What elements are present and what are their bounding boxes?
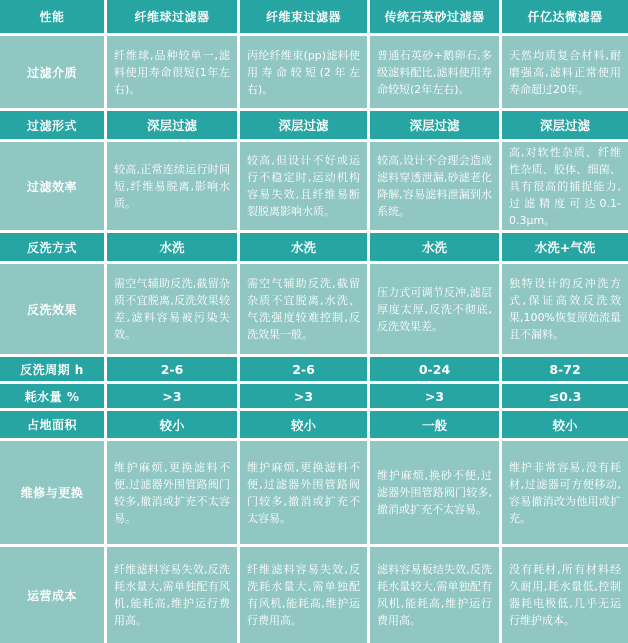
table-cell bbox=[240, 264, 367, 354]
cell-text: 普通石英砂+鹅卵石,多级滤料配比,滤料使用寿命较短(2年左右)。 bbox=[377, 48, 492, 96]
table-cell bbox=[107, 441, 237, 544]
table-cell bbox=[240, 441, 367, 544]
table-cell bbox=[370, 264, 499, 354]
cell-text: 较高,但设计不好或运行不稳定时,运动机构容易失效,且纤维易断裂脱离影响水质。 bbox=[247, 154, 360, 218]
cell-text: 维护非常容易,没有耗材,过滤器可方便移动,容易撤消改为他用或扩充。 bbox=[509, 460, 621, 525]
table-cell: 水洗 bbox=[240, 233, 367, 261]
table-cell: 水洗 bbox=[107, 233, 237, 261]
cell-text: 纤维滤料容易失效,反洗耗水量大,需单独配有风机,能耗高,维护运行费用高。 bbox=[247, 563, 360, 627]
table-cell bbox=[240, 142, 367, 230]
row-label-backwash-cycle-h: 反洗周期 h bbox=[0, 357, 104, 381]
row-label-water-consumption-pct: 耗水量 % bbox=[0, 384, 104, 408]
table-cell bbox=[370, 36, 499, 108]
cell-text: 纤维滤料容易失效,反洗耗水量大,需单独配有风机,能耗高,维护运行费用高。 bbox=[114, 563, 230, 627]
table-cell bbox=[240, 36, 367, 108]
cell-text: 独特设计的反冲洗方式,保证高效反洗效果,100%恢复原始流量且不漏料。 bbox=[509, 277, 621, 341]
row-label-operating-cost: 运营成本 bbox=[0, 547, 104, 643]
table-cell: 水洗+气洗 bbox=[502, 233, 628, 261]
cell-text: 高,对软性杂质、纤维性杂质、胶体、细菌、具有很高的捕捉能力,过滤精度可达0.1-0.3μm。 bbox=[509, 145, 621, 227]
row-label-footprint: 占地面积 bbox=[0, 411, 104, 438]
table-cell: >3 bbox=[107, 384, 237, 408]
table-cell: 8-72 bbox=[502, 357, 628, 381]
table-cell bbox=[107, 264, 237, 354]
table-cell bbox=[502, 264, 628, 354]
table-cell: 较小 bbox=[502, 411, 628, 438]
cell-text: 纤维球,品种较单一,滤料使用寿命很短(1年左右)。 bbox=[114, 48, 230, 96]
cell-text: 维护麻烦,更换滤料不便,过滤器外围管路阀门较多,撤消或扩充不太容易。 bbox=[247, 460, 360, 525]
column-header-performance: 性能 bbox=[0, 0, 104, 33]
table-cell: >3 bbox=[240, 384, 367, 408]
row-label-filter-form: 过滤形式 bbox=[0, 111, 104, 139]
table-cell bbox=[107, 36, 237, 108]
row-label-filter-media: 过滤介质 bbox=[0, 36, 104, 108]
table-cell: >3 bbox=[370, 384, 499, 408]
cell-text: 较高,设计不合理会造成滤料穿透泄漏,砂滤老化降解,容易滤料泄漏到水系统。 bbox=[377, 154, 492, 218]
table-cell: ≤0.3 bbox=[502, 384, 628, 408]
cell-text: 较高,正常连续运行时间短,纤维易脱离,影响水质。 bbox=[114, 162, 230, 210]
cell-text: 滤料容易板结失效,反洗耗水量较大,需单独配有风机,能耗高,维护运行费用高。 bbox=[377, 563, 492, 627]
table-cell bbox=[370, 142, 499, 230]
table-cell: 较小 bbox=[107, 411, 237, 438]
column-header-fiber-ball-filter: 纤维球过滤器 bbox=[107, 0, 237, 33]
table-cell: 较小 bbox=[240, 411, 367, 438]
table-cell: 深层过滤 bbox=[107, 111, 237, 139]
cell-text: 丙纶纤维束(pp)滤料使用寿命较短(2年左右)。 bbox=[247, 48, 360, 96]
table-cell bbox=[502, 142, 628, 230]
cell-text: 维护麻烦,更换滤料不便,过滤器外围管路阀门较多,撤消或扩充不太容易。 bbox=[114, 460, 230, 525]
table-cell: 深层过滤 bbox=[370, 111, 499, 139]
table-cell bbox=[370, 441, 499, 544]
row-label-maintenance-replacement: 维修与更换 bbox=[0, 441, 104, 544]
table-cell: 深层过滤 bbox=[502, 111, 628, 139]
cell-text: 天然均质复合材料,耐磨强高,滤料正常使用寿命超过20年。 bbox=[509, 48, 621, 96]
table-cell bbox=[107, 547, 237, 643]
row-label-filter-efficiency: 过滤效率 bbox=[0, 142, 104, 230]
table-cell: 深层过滤 bbox=[240, 111, 367, 139]
column-header-quartz-sand-filter: 传统石英砂过滤器 bbox=[370, 0, 499, 33]
cell-text: 没有耗材,所有材料经久耐用,耗水量低,控制器耗电极低,几乎无运行维护成本。 bbox=[509, 563, 621, 627]
cell-text: 维护麻烦,换砂不便,过滤器外围管路阀门较多,撤消或扩充不太容易。 bbox=[377, 469, 492, 516]
row-label-backwash-method: 反洗方式 bbox=[0, 233, 104, 261]
table-cell: 2-6 bbox=[240, 357, 367, 381]
table-cell bbox=[107, 142, 237, 230]
table-cell: 0-24 bbox=[370, 357, 499, 381]
cell-text: 需空气辅助反洗,截留杂质不宜脱离,反洗效果较差,滤料容易被污染失效。 bbox=[114, 277, 230, 341]
cell-text: 压力式可调节反冲,滤层厚度太厚,反洗不彻底,反洗效果差。 bbox=[377, 285, 492, 333]
table-cell bbox=[370, 547, 499, 643]
column-header-qianyida-microfilter: 仟亿达微滤器 bbox=[502, 0, 628, 33]
table-cell bbox=[502, 547, 628, 643]
table-cell: 水洗 bbox=[370, 233, 499, 261]
column-header-fiber-bundle-filter: 纤维束过滤器 bbox=[240, 0, 367, 33]
table-cell bbox=[502, 36, 628, 108]
table-cell: 一般 bbox=[370, 411, 499, 438]
table-cell bbox=[240, 547, 367, 643]
table-cell bbox=[502, 441, 628, 544]
row-label-backwash-effect: 反洗效果 bbox=[0, 264, 104, 354]
cell-text: 需空气辅助反洗,截留杂质不宜脱离,水洗、气洗强度较难控制,反洗效果一般。 bbox=[247, 277, 360, 341]
table-cell: 2-6 bbox=[107, 357, 237, 381]
